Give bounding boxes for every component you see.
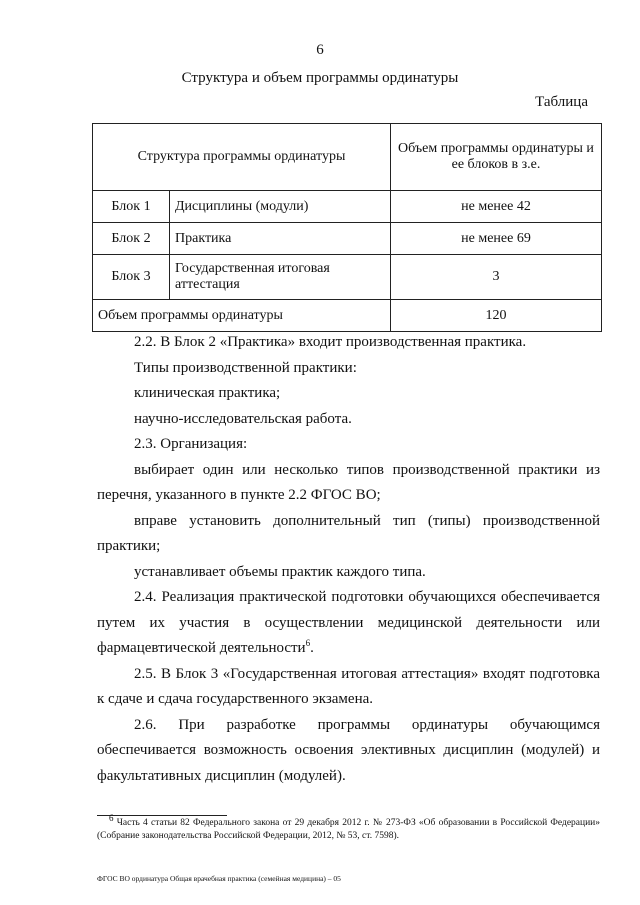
page-title: Структура и объем программы ординатуры	[181, 70, 459, 86]
block-volume-cell: 3	[391, 255, 602, 300]
body-text	[97, 330, 600, 789]
paragraph: Типы производственной практики:	[134, 359, 357, 376]
page-footer: ФГОС ВО ординатура Общая врачебная практика (семейная медицина) – 05	[97, 874, 341, 883]
table-header-structure: Структура программы ординатуры	[93, 124, 391, 191]
footnote-text: Часть 4 статьи 82 Федерального закона от 29 декабря 2012 г. № 273-ФЗ «Об образовании в Российской Федерации» (Собрание законодательства Российской Федерации, 2012, № 53, ст. 7598).	[97, 818, 601, 841]
table-row	[93, 191, 602, 223]
paragraph	[97, 585, 600, 662]
paragraph-text: 2.4. Реализация практической подготовки обучающихся обеспечивается путем их участия в осуществлении медицинской деятельности или фармацевтической деятельности	[97, 589, 600, 656]
paragraph: 2.2. В Блок 2 «Практика» входит производственная практика.	[134, 334, 527, 350]
page-number: 6	[316, 42, 324, 58]
block-volume-cell: не менее 42	[391, 191, 602, 223]
footnote-mark: 6	[109, 812, 114, 823]
paragraph: 2.3. Организация:	[134, 436, 248, 452]
structure-table	[92, 123, 602, 332]
block-cell: Блок 2	[93, 223, 170, 255]
paragraph: научно-исследовательская работа.	[134, 410, 352, 427]
footnote-ref: 6	[305, 638, 311, 648]
paragraph: клиническая практика;	[134, 385, 281, 401]
paragraph: устанавливает объемы практик каждого типа.	[134, 563, 426, 580]
block-name-cell: Государственная итоговая аттестация	[170, 255, 391, 300]
paragraph: выбирает один или несколько типов производственной практики из перечня, указанного в пункте 2.2 ФГОС ВО;	[97, 461, 600, 503]
block-name-cell: Практика	[170, 223, 391, 255]
table-row	[93, 223, 602, 255]
table-total-row	[93, 300, 602, 332]
block-cell: Блок 1	[93, 191, 170, 223]
table-label: Таблица	[535, 94, 588, 110]
table-row	[93, 255, 602, 300]
table-header-volume: Объем программы ординатуры и ее блоков в з.е.	[391, 124, 602, 191]
paragraph-end: .	[310, 640, 314, 656]
paragraph: 2.6. При разработке программы ординатуры обучающимся обеспечивается возможность освоения элективных дисциплин (модулей) и факультативных дисциплин (модулей).	[97, 716, 600, 784]
paragraph: вправе установить дополнительный тип (типы) производственной практики;	[97, 512, 600, 554]
paragraph: 2.5. В Блок 3 «Государственная итоговая аттестация» входят подготовка к сдаче и сдача государственного экзамена.	[97, 665, 600, 707]
total-value-cell: 120	[391, 300, 602, 332]
block-name-cell: Дисциплины (модули)	[170, 191, 391, 223]
block-cell: Блок 3	[93, 255, 170, 300]
table-header-row	[93, 124, 602, 191]
block-volume-cell: не менее 69	[391, 223, 602, 255]
footnote	[97, 812, 601, 843]
total-label-cell: Объем программы ординатуры	[93, 300, 391, 332]
footnote-divider	[97, 815, 227, 816]
